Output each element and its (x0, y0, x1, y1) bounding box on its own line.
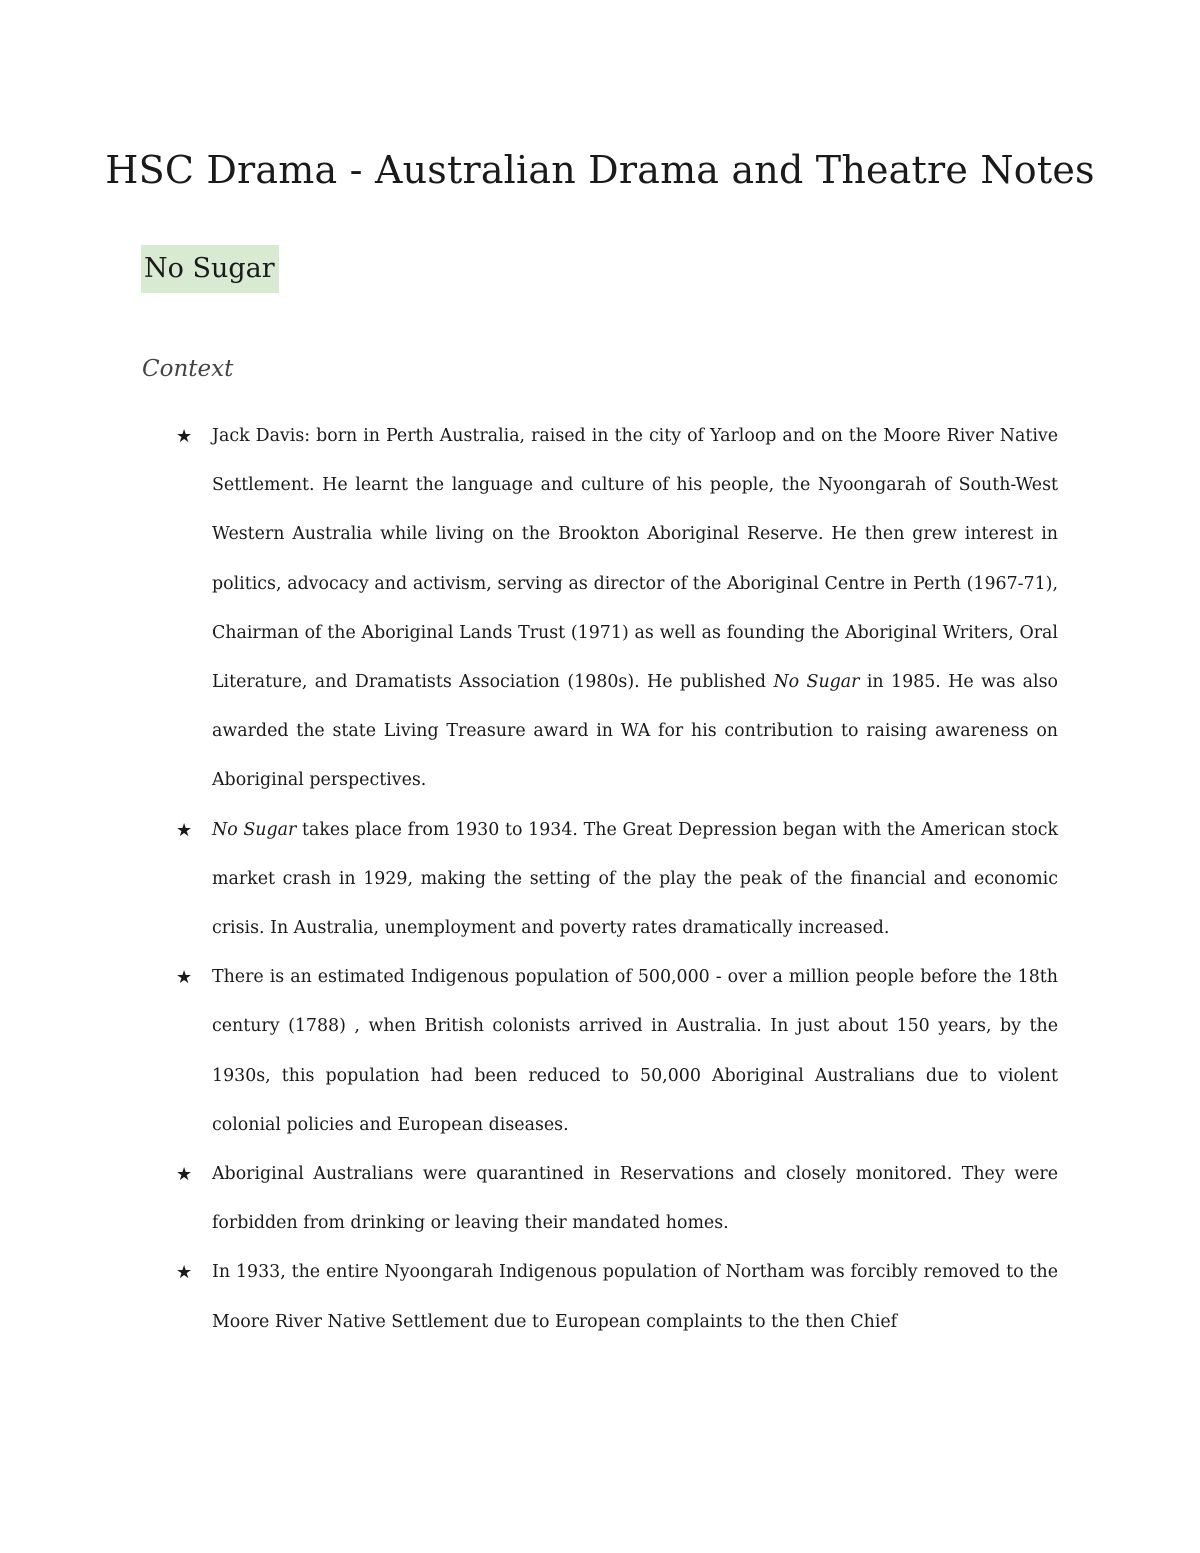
bullet-text (212, 1150, 1058, 1248)
text-segment: in 1985. He was also awarded the state Living Treasure award in WA for his contribution to raising awareness on Aboriginal perspectives. (212, 672, 1058, 791)
text-segment: takes place from 1930 to 1934. The Great Depression began with the American stock market crash in 1929, making the setting of the play the peak of the financial and economic crisis. In Australia, unemployment and poverty rates dramatically increased. (212, 819, 1058, 939)
star-bullet-icon: ★ (176, 1164, 193, 1186)
list-item (0, 1150, 1200, 1248)
list-item (0, 1248, 1200, 1346)
text-segment: In 1933, the entire Nyoongarah Indigenous population of Northam was forcibly removed to the Moore River Native Settlement due to European complaints to the then Chief (212, 1262, 1058, 1332)
bullet-text (212, 953, 1058, 1150)
list-item (0, 953, 1200, 1150)
star-bullet-icon: ★ (176, 426, 193, 447)
star-bullet-icon: ★ (176, 967, 193, 989)
bullet-text (212, 412, 1058, 806)
section-heading: No Sugar (141, 245, 279, 293)
bullet-text (212, 806, 1058, 954)
text-segment: There is an estimated Indigenous population of 500,000 - over a million people before the 18th century (1788) , when British colonists arrived in Australia. In just about 150 years, by the 1930s, this population had been reduced to 50,000 Aboriginal Australians due to violent colonial policies and European diseases. (212, 967, 1058, 1135)
list-item (0, 806, 1200, 954)
list-item (0, 412, 1200, 806)
star-bullet-icon: ★ (176, 819, 193, 841)
star-bullet-icon: ★ (176, 1262, 193, 1284)
subheading: Context (142, 356, 234, 382)
italic-title-text: No Sugar (773, 672, 860, 693)
bullet-list (0, 412, 1200, 1347)
italic-title-text: No Sugar (212, 819, 297, 840)
document-title: HSC Drama - Australian Drama and Theatre Notes (105, 148, 1095, 192)
text-segment: Aboriginal Australians were quarantined in Reservations and closely monitored. They were forbidden from drinking or leaving their mandated homes. (212, 1164, 1058, 1234)
text-segment: Jack Davis: born in Perth Australia, raised in the city of Yarloop and on the Moore River Native Settlement. He learnt the language and culture of his people, the Nyoongarah of South-West Western Australia while living on the Brookton Aboriginal Reserve. He then grew interest in politics, advocacy and activism, serving as director of the Aboriginal Centre in Perth (1967-71), Chairman of the Aboriginal Lands Trust (1971) as well as founding the Aboriginal Writers, Oral Literature, and Dramatists Association (1980s). He published (212, 426, 1058, 693)
bullet-text (212, 1248, 1058, 1346)
